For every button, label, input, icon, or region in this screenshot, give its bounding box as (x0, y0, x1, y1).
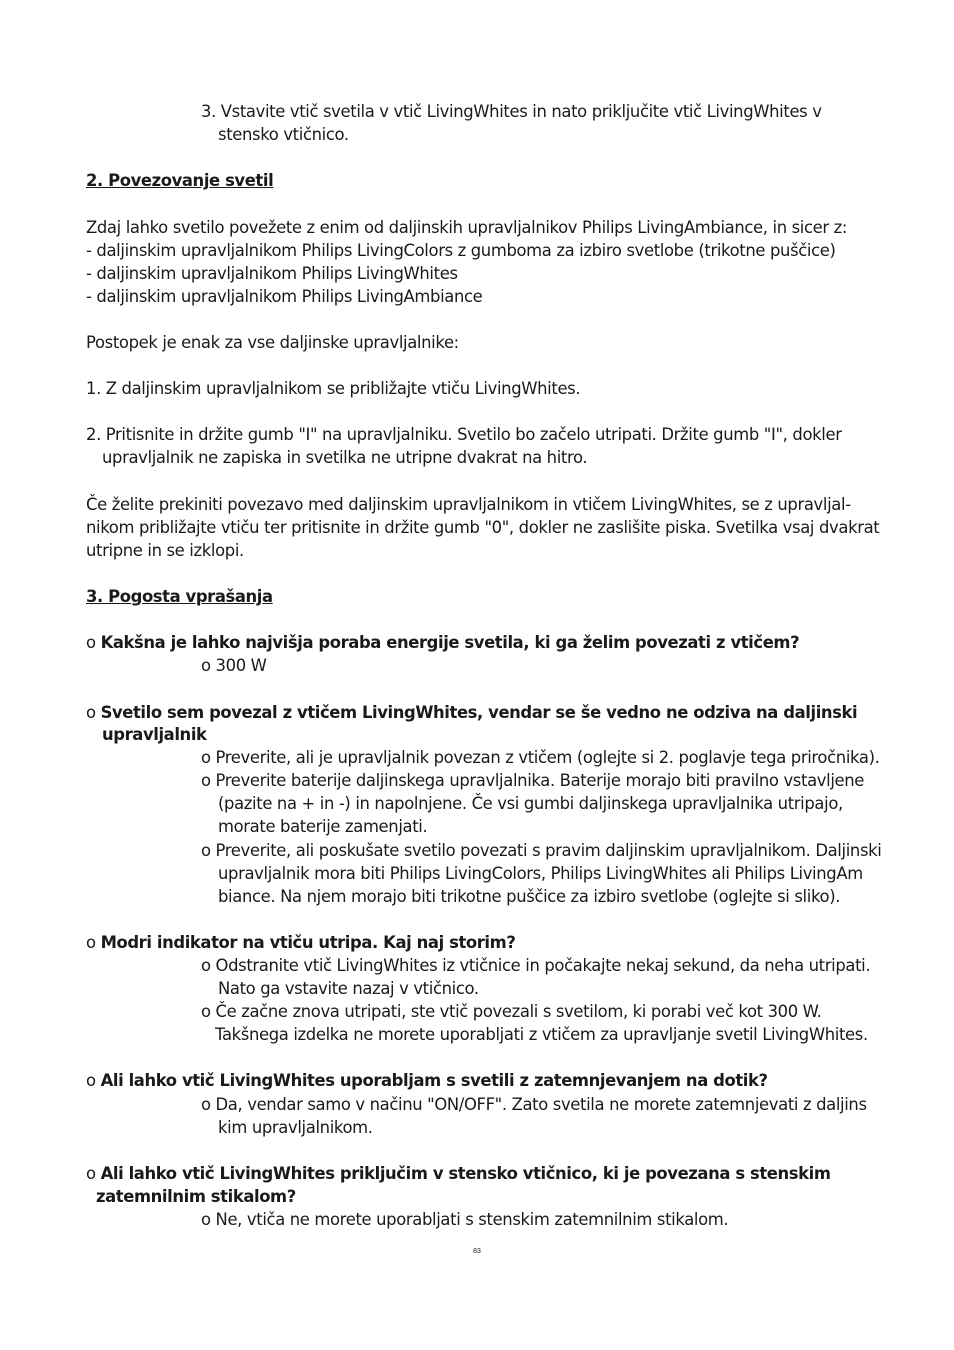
section-3-heading: 3. Pogosta vprašanja (86, 587, 273, 606)
faq-answer-2-2-line-2: (pazite na + in -) in napolnjene. Če vsi gumbi daljinskega upravljalnika utripajo, (218, 794, 843, 813)
faq-question-3 (86, 931, 515, 954)
faq-answer-2-3-line-3: biance. Na njem morajo biti trikotne puščice za izbiro svetlobe (oglejte si sliko). (218, 887, 841, 906)
bullet: o (86, 703, 96, 722)
faq-answer-4-line-2: kim upravljalnikom. (218, 1118, 373, 1137)
question-text: Svetilo sem povezal z vtičem LivingWhites, vendar se še vedno ne odziva na daljinski (100, 703, 858, 722)
page-number: 83 (473, 1248, 481, 1255)
procedure-text: Postopek je enak za vse daljinske upravljalnike: (86, 333, 459, 352)
section-2-heading: 2. Povezovanje svetil (86, 171, 274, 190)
faq-answer-5: o Ne, vtiča ne morete uporabljati s stenskim zatemnilnim stikalom. (201, 1210, 729, 1229)
procedure-step-1: 1. Z daljinskim upravljalnikom se približajte vtiču LivingWhites. (86, 379, 581, 398)
faq-answer-2-2-line-1: o Preverite baterije daljinskega upravljalnika. Baterije morajo biti pravilno vstavljene (201, 771, 865, 790)
remote-item: - daljinskim upravljalnikom Philips LivingAmbiance (86, 287, 483, 306)
faq-answer-3-1-line-2: Nato ga vstavite nazaj v vtičnico. (218, 979, 479, 998)
faq-question-5-line-1 (86, 1162, 831, 1185)
faq-answer-3-1-line-1: o Odstranite vtič LivingWhites iz vtičnice in počakajte nekaj sekund, da neha utripati. (201, 956, 871, 975)
disconnect-line-2: nikom približajte vtiču ter pritisnite in držite gumb "0", dokler ne zaslišite piska. Svetilka vsaj dvakrat (86, 518, 880, 537)
procedure-step-2-line-2: upravljalnik ne zapiska in svetilka ne utripne dvakrat na hitro. (102, 448, 588, 467)
remote-item: - daljinskim upravljalnikom Philips LivingWhites (86, 264, 458, 283)
faq-answer-2-3-line-2: upravljalnik mora biti Philips LivingColors, Philips LivingWhites ali Philips LivingAm (218, 864, 863, 883)
section-2-intro: Zdaj lahko svetilo povežete z enim od daljinskih upravljalnikov Philips LivingAmbiance, in sicer z: (86, 218, 848, 237)
bullet: o (86, 1164, 96, 1183)
bullet: o (86, 1071, 96, 1090)
faq-answer-1: o 300 W (201, 656, 267, 675)
disconnect-line-1: Če želite prekiniti povezavo med daljinskim upravljalnikom in vtičem LivingWhites, se z upravljal- (86, 495, 851, 514)
question-text: Ali lahko vtič LivingWhites uporabljam s svetili z zatemnjevanjem na dotik? (100, 1071, 768, 1090)
faq-question-1 (86, 631, 799, 654)
faq-answer-3-2-line-1: o Če začne znova utripati, ste vtič povezali s svetilom, ki porabi več kot 300 W. (201, 1002, 822, 1021)
question-text: Modri indikator na vtiču utripa. Kaj naj storim? (100, 933, 516, 952)
bullet: o (86, 933, 96, 952)
faq-question-2-line-2: upravljalnik (102, 725, 207, 744)
faq-answer-4-line-1: o Da, vendar samo v načinu "ON/OFF". Zato svetila ne morete zatemnjevati z daljins (201, 1095, 867, 1114)
step-3-line-1: 3. Vstavite vtič svetila v vtič LivingWhites in nato priključite vtič LivingWhites v (201, 102, 822, 121)
faq-question-2-line-1 (86, 701, 857, 724)
faq-answer-2-2-line-3: morate baterije zamenjati. (218, 817, 428, 836)
remote-item: - daljinskim upravljalnikom Philips LivingColors z gumboma za izbiro svetlobe (trikotne puščice) (86, 241, 836, 260)
faq-question-4 (86, 1069, 768, 1092)
faq-question-5-line-2: zatemnilnim stikalom? (96, 1187, 296, 1206)
faq-answer-3-2-line-2: Takšnega izdelka ne morete uporabljati z vtičem za upravljanje svetil LivingWhites. (215, 1025, 868, 1044)
step-3-line-2: stensko vtičnico. (218, 125, 349, 144)
procedure-step-2-line-1: 2. Pritisnite in držite gumb "I" na upravljalniku. Svetilo bo začelo utripati. Držite gumb "I", dokler (86, 425, 842, 444)
bullet: o (86, 633, 96, 652)
faq-answer-2-3-line-1: o Preverite, ali poskušate svetilo povezati s pravim daljinskim upravljalnikom. Daljinski (201, 841, 882, 860)
disconnect-line-3: utripne in se izklopi. (86, 541, 244, 560)
question-text: Ali lahko vtič LivingWhites priključim v stensko vtičnico, ki je povezana s stenskim (100, 1164, 831, 1183)
question-text: Kakšna je lahko najvišja poraba energije svetila, ki ga želim povezati z vtičem? (100, 633, 800, 652)
faq-answer-2-1: o Preverite, ali je upravljalnik povezan z vtičem (oglejte si 2. poglavje tega priročnika). (201, 748, 880, 767)
